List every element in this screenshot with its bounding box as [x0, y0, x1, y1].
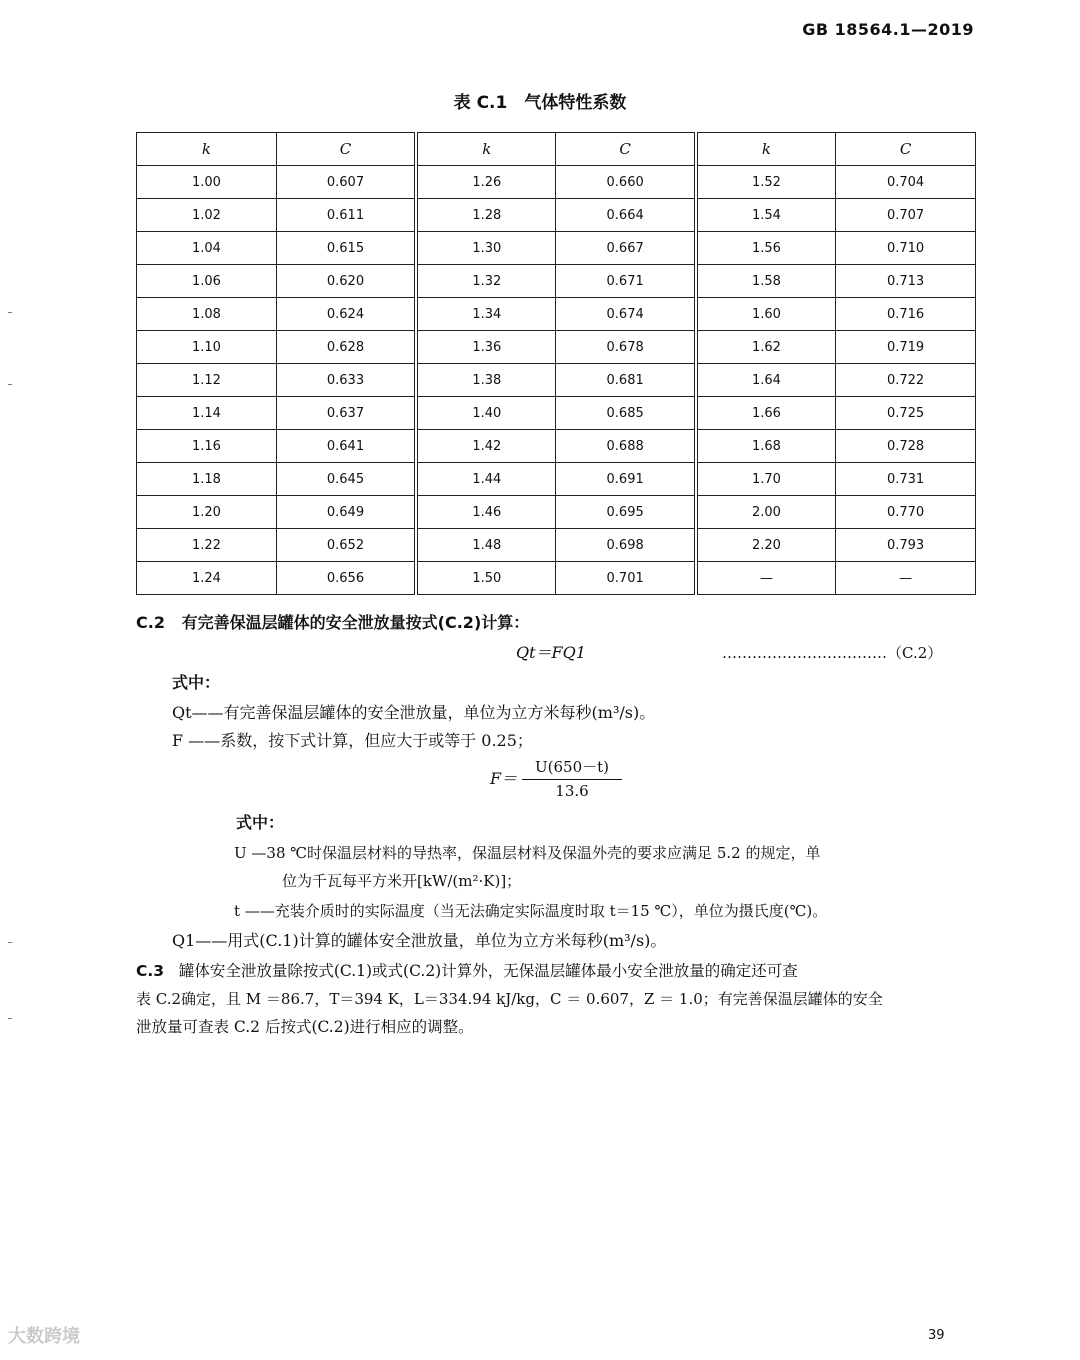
table-row	[137, 529, 976, 562]
definition-u-line2: 位为千瓦每平方米开[kW/(m²·K)]；	[282, 872, 522, 890]
table-cell: 1.54	[696, 199, 836, 232]
table-cell: 1.42	[416, 430, 556, 463]
table-title: 表 C.1 气体特性系数	[453, 93, 627, 113]
table-cell: 0.728	[836, 430, 976, 463]
table-row	[137, 397, 976, 430]
table-cell: 0.688	[556, 430, 696, 463]
table-cell: 0.656	[276, 562, 416, 595]
table-cell: 0.710	[836, 232, 976, 265]
column-header: C	[276, 133, 416, 166]
table-cell: 0.707	[836, 199, 976, 232]
table-cell: 0.607	[276, 166, 416, 199]
table-cell: 0.695	[556, 496, 696, 529]
table-cell: 1.40	[416, 397, 556, 430]
table-row	[137, 331, 976, 364]
table-cell: 1.24	[137, 562, 277, 595]
fraction-denominator: 13.6	[555, 782, 589, 800]
table-cell: 0.704	[836, 166, 976, 199]
section-number: C.3	[136, 962, 165, 980]
table-cell: 1.68	[696, 430, 836, 463]
section-c3-line3: 泄放量可查表 C.2 后按式(C.2)进行相应的调整。	[136, 1018, 474, 1036]
table-cell: 0.637	[276, 397, 416, 430]
table-cell: 1.26	[416, 166, 556, 199]
section-c3-line2: 表 C.2确定，且 M ＝86.7，T＝394 K，L＝334.94 kJ/kg，C ＝ 0.607，Z ＝ 1.0；有完善保温层罐体的安全	[136, 990, 883, 1008]
table-row	[137, 463, 976, 496]
section-text: 有完善保温层罐体的安全泄放量按式(C.2)计算：	[181, 613, 530, 632]
table-cell: 1.14	[137, 397, 277, 430]
section-c3-text: 罐体安全泄放量除按式(C.1)或式(C.2)计算外，无保温层罐体最小安全泄放量的确定还可查	[178, 962, 798, 980]
table-cell: 1.62	[696, 331, 836, 364]
definition-t: t ——充装介质时的实际温度（当无法确定实际温度时取 t＝15 ℃），单位为摄氏度(℃)。	[234, 902, 828, 920]
table-cell: 1.06	[137, 265, 277, 298]
table-cell: 1.30	[416, 232, 556, 265]
table-cell: 1.66	[696, 397, 836, 430]
table-cell: 1.58	[696, 265, 836, 298]
formula-c2: Qt＝FQ1	[516, 643, 586, 662]
table-cell: 0.664	[556, 199, 696, 232]
table-cell: 0.615	[276, 232, 416, 265]
gas-coefficient-table	[136, 132, 976, 595]
table-cell: 1.34	[416, 298, 556, 331]
table-cell: 0.713	[836, 265, 976, 298]
definition-f: F ——系数，按下式计算，但应大于或等于 0.25；	[172, 731, 533, 750]
table-cell: 1.00	[137, 166, 277, 199]
watermark: 大数跨境	[8, 1326, 80, 1347]
table-cell: 1.16	[137, 430, 277, 463]
table-cell: 1.04	[137, 232, 277, 265]
table-cell: 2.20	[696, 529, 836, 562]
formula-f-fraction	[522, 756, 622, 800]
table-cell: 1.38	[416, 364, 556, 397]
table-cell: —	[836, 562, 976, 595]
table-cell: 1.02	[137, 199, 277, 232]
table-cell: 0.620	[276, 265, 416, 298]
section-number: C.2	[136, 613, 165, 632]
section-c2-heading	[136, 610, 529, 636]
table-cell: 0.698	[556, 529, 696, 562]
table-row	[137, 496, 976, 529]
table-cell: 0.725	[836, 397, 976, 430]
table-cell: 1.10	[137, 331, 277, 364]
table-cell: 1.28	[416, 199, 556, 232]
table-cell: 0.624	[276, 298, 416, 331]
formula-f-lhs: F＝	[490, 769, 518, 788]
table-cell: 1.22	[137, 529, 277, 562]
table-cell: 1.12	[137, 364, 277, 397]
table-header-row	[137, 133, 976, 166]
section-c3-line1	[136, 958, 798, 984]
table-row	[137, 298, 976, 331]
table-cell: 0.701	[556, 562, 696, 595]
table-cell: 1.18	[137, 463, 277, 496]
column-header: k	[696, 133, 836, 166]
table-cell: 0.652	[276, 529, 416, 562]
table-cell: 1.44	[416, 463, 556, 496]
table-cell: 0.671	[556, 265, 696, 298]
table-cell: 1.08	[137, 298, 277, 331]
table-cell: 1.52	[696, 166, 836, 199]
table-cell: 0.611	[276, 199, 416, 232]
column-header: C	[836, 133, 976, 166]
page-number: 39	[928, 1328, 945, 1343]
table-cell: 1.60	[696, 298, 836, 331]
where-label: 式中：	[172, 673, 221, 692]
fraction-numerator: U(650－t)	[522, 756, 622, 780]
column-header: C	[556, 133, 696, 166]
table-cell: 0.731	[836, 463, 976, 496]
table-row	[137, 430, 976, 463]
table-cell: 0.645	[276, 463, 416, 496]
table-cell: 0.674	[556, 298, 696, 331]
table-cell: 0.678	[556, 331, 696, 364]
table-cell: 1.70	[696, 463, 836, 496]
table-cell: 0.667	[556, 232, 696, 265]
table-cell: 0.685	[556, 397, 696, 430]
table-cell: 1.36	[416, 331, 556, 364]
table-cell: 0.633	[276, 364, 416, 397]
definition-u-line1: U —38 ℃时保温层材料的导热率，保温层材料及保温外壳的要求应满足 5.2 的规定，单	[234, 844, 821, 862]
table-cell: 0.722	[836, 364, 976, 397]
margin-mark	[8, 1018, 12, 1019]
column-header: k	[137, 133, 277, 166]
table-cell: 1.56	[696, 232, 836, 265]
table-cell: 0.793	[836, 529, 976, 562]
margin-mark	[8, 942, 12, 943]
table-cell: 2.00	[696, 496, 836, 529]
definition-q1: Q1——用式(C.1)计算的罐体安全泄放量，单位为立方米每秒(m³/s)。	[172, 931, 667, 950]
table-cell: 1.46	[416, 496, 556, 529]
table-cell: 1.48	[416, 529, 556, 562]
table-cell: 0.719	[836, 331, 976, 364]
table-cell: 1.64	[696, 364, 836, 397]
table-row	[137, 199, 976, 232]
table-row	[137, 232, 976, 265]
table-cell: 0.716	[836, 298, 976, 331]
table-cell: 1.32	[416, 265, 556, 298]
table-row	[137, 562, 976, 595]
table-row	[137, 364, 976, 397]
table-cell: 0.628	[276, 331, 416, 364]
table-cell: 0.681	[556, 364, 696, 397]
table-cell: 1.50	[416, 562, 556, 595]
margin-mark	[8, 312, 12, 313]
standard-number: GB 18564.1—2019	[802, 20, 974, 39]
table-cell: 1.20	[137, 496, 277, 529]
where-label-2: 式中：	[236, 813, 285, 832]
table-row	[137, 265, 976, 298]
table-cell: 0.649	[276, 496, 416, 529]
table-cell: 0.691	[556, 463, 696, 496]
table-row	[137, 166, 976, 199]
margin-mark	[8, 384, 12, 385]
column-header: k	[416, 133, 556, 166]
table-cell: 0.770	[836, 496, 976, 529]
equation-number: ……………………………（C.2）	[722, 644, 943, 662]
definition-qt: Qt——有完善保温层罐体的安全泄放量，单位为立方米每秒(m³/s)。	[172, 703, 656, 722]
table-cell: 0.660	[556, 166, 696, 199]
table-cell: 0.641	[276, 430, 416, 463]
table-cell: —	[696, 562, 836, 595]
